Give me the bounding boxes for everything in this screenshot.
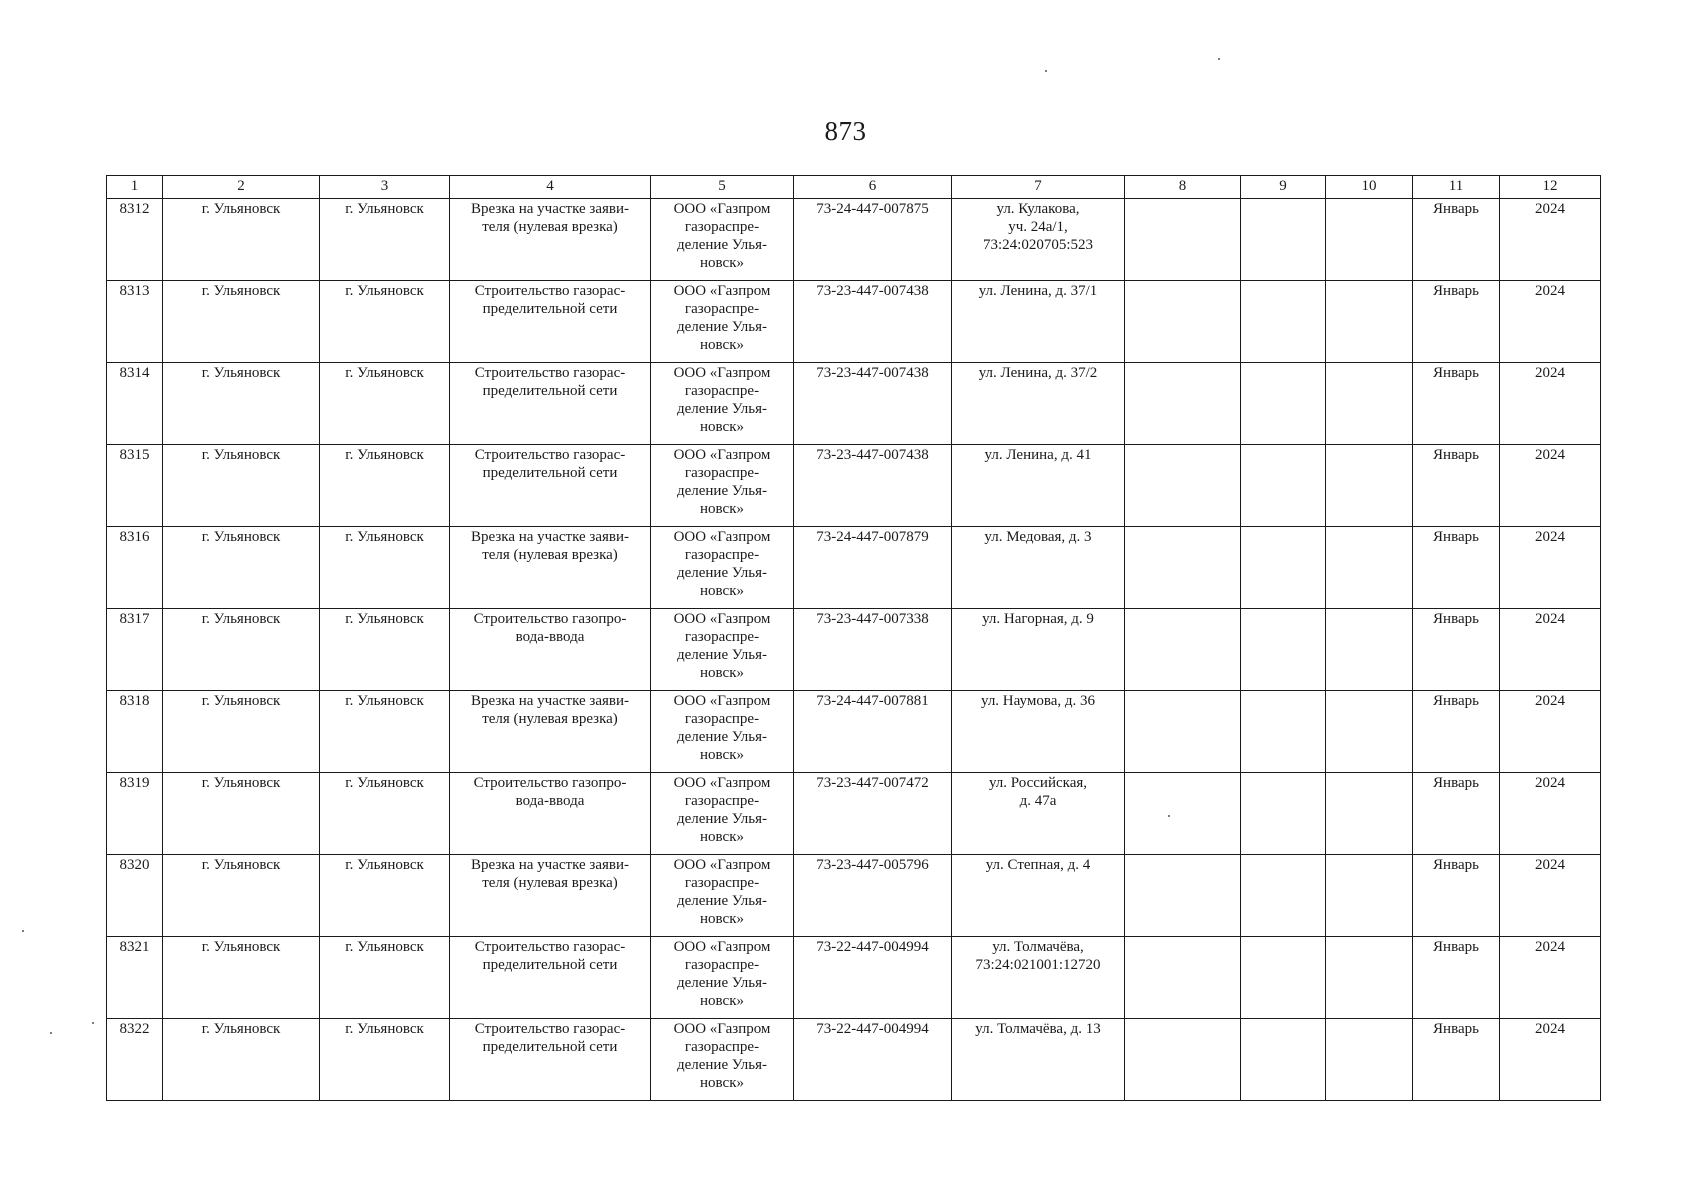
contract-number-cell: 73-23-447-007438 [794,445,952,527]
empty-cell-10 [1326,1019,1413,1101]
organization-cell: ООО «Газпром газораспре- деление Улья- новск» [651,773,794,855]
organization-cell: ООО «Газпром газораспре- деление Улья- новск» [651,937,794,1019]
settlement-cell: г. Ульяновск [320,855,450,937]
settlement-cell: г. Ульяновск [320,691,450,773]
table-row [107,609,1601,691]
organization-cell: ООО «Газпром газораспре- деление Улья- новск» [651,445,794,527]
page-number: 873 [824,116,867,146]
work-type-cell: Врезка на участке заяви- теля (нулевая врезка) [450,855,651,937]
table-row [107,937,1601,1019]
row-number-cell: 8316 [107,527,163,609]
municipality-cell: г. Ульяновск [163,363,320,445]
empty-cell-8 [1125,527,1241,609]
table-row [107,855,1601,937]
empty-cell-10 [1326,609,1413,691]
empty-cell-9 [1241,281,1326,363]
year-cell: 2024 [1500,527,1601,609]
address-cell: ул. Толмачёва, 73:24:021001:12720 [952,937,1125,1019]
organization-cell: ООО «Газпром газораспре- деление Улья- новск» [651,199,794,281]
settlement-cell: г. Ульяновск [320,937,450,1019]
table-row [107,199,1601,281]
municipality-cell: г. Ульяновск [163,199,320,281]
municipality-cell: г. Ульяновск [163,937,320,1019]
year-cell: 2024 [1500,445,1601,527]
year-cell: 2024 [1500,691,1601,773]
empty-cell-9 [1241,691,1326,773]
row-number-cell: 8319 [107,773,163,855]
municipality-cell: г. Ульяновск [163,609,320,691]
row-number-cell: 8314 [107,363,163,445]
row-number-cell: 8322 [107,1019,163,1101]
month-cell: Январь [1413,281,1500,363]
empty-cell-10 [1326,937,1413,1019]
contract-number-cell: 73-24-447-007881 [794,691,952,773]
month-cell: Январь [1413,773,1500,855]
contract-number-cell: 73-24-447-007879 [794,527,952,609]
empty-cell-8 [1125,445,1241,527]
column-header-2: 2 [163,176,320,199]
work-type-cell: Строительство газорас- пределительной сети [450,281,651,363]
column-header-4: 4 [450,176,651,199]
column-header-1: 1 [107,176,163,199]
column-header-8: 8 [1125,176,1241,199]
address-cell: ул. Степная, д. 4 [952,855,1125,937]
empty-cell-10 [1326,773,1413,855]
municipality-cell: г. Ульяновск [163,691,320,773]
contract-number-cell: 73-22-447-004994 [794,937,952,1019]
empty-cell-9 [1241,855,1326,937]
row-number-cell: 8320 [107,855,163,937]
address-cell: ул. Ленина, д. 37/1 [952,281,1125,363]
address-cell: ул. Медовая, д. 3 [952,527,1125,609]
empty-cell-8 [1125,855,1241,937]
empty-cell-8 [1125,773,1241,855]
year-cell: 2024 [1500,855,1601,937]
work-type-cell: Строительство газорас- пределительной сети [450,937,651,1019]
year-cell: 2024 [1500,281,1601,363]
empty-cell-9 [1241,363,1326,445]
empty-cell-8 [1125,609,1241,691]
work-type-cell: Строительство газорас- пределительной сети [450,1019,651,1101]
empty-cell-8 [1125,1019,1241,1101]
municipality-cell: г. Ульяновск [163,855,320,937]
empty-cell-10 [1326,691,1413,773]
row-number-cell: 8318 [107,691,163,773]
empty-cell-10 [1326,281,1413,363]
organization-cell: ООО «Газпром газораспре- деление Улья- новск» [651,527,794,609]
organization-cell: ООО «Газпром газораспре- деление Улья- новск» [651,609,794,691]
empty-cell-9 [1241,609,1326,691]
empty-cell-10 [1326,445,1413,527]
settlement-cell: г. Ульяновск [320,527,450,609]
column-header-10: 10 [1326,176,1413,199]
scan-speck [1218,58,1220,60]
address-cell: ул. Российская, д. 47а [952,773,1125,855]
empty-cell-9 [1241,773,1326,855]
work-type-cell: Строительство газопро- вода-ввода [450,773,651,855]
work-type-cell: Строительство газопро- вода-ввода [450,609,651,691]
empty-cell-9 [1241,527,1326,609]
month-cell: Январь [1413,691,1500,773]
work-type-cell: Врезка на участке заяви- теля (нулевая врезка) [450,527,651,609]
month-cell: Январь [1413,527,1500,609]
organization-cell: ООО «Газпром газораспре- деление Улья- новск» [651,691,794,773]
work-type-cell: Врезка на участке заяви- теля (нулевая врезка) [450,691,651,773]
scan-speck [92,1022,94,1024]
table-row [107,691,1601,773]
year-cell: 2024 [1500,937,1601,1019]
municipality-cell: г. Ульяновск [163,773,320,855]
organization-cell: ООО «Газпром газораспре- деление Улья- новск» [651,1019,794,1101]
empty-cell-8 [1125,937,1241,1019]
contract-number-cell: 73-23-447-007338 [794,609,952,691]
year-cell: 2024 [1500,1019,1601,1101]
column-header-3: 3 [320,176,450,199]
address-cell: ул. Ленина, д. 41 [952,445,1125,527]
row-number-cell: 8321 [107,937,163,1019]
organization-cell: ООО «Газпром газораспре- деление Улья- новск» [651,281,794,363]
settlement-cell: г. Ульяновск [320,609,450,691]
municipality-cell: г. Ульяновск [163,281,320,363]
scan-speck [50,1032,52,1034]
table-row [107,1019,1601,1101]
row-number-cell: 8315 [107,445,163,527]
table-row [107,527,1601,609]
column-header-7: 7 [952,176,1125,199]
table-row [107,445,1601,527]
scan-speck [22,930,24,932]
empty-cell-8 [1125,363,1241,445]
empty-cell-8 [1125,691,1241,773]
settlement-cell: г. Ульяновск [320,363,450,445]
empty-cell-9 [1241,445,1326,527]
row-number-cell: 8317 [107,609,163,691]
table-row [107,773,1601,855]
organization-cell: ООО «Газпром газораспре- деление Улья- новск» [651,855,794,937]
contract-number-cell: 73-23-447-007438 [794,281,952,363]
row-number-cell: 8313 [107,281,163,363]
month-cell: Январь [1413,445,1500,527]
month-cell: Январь [1413,199,1500,281]
empty-cell-8 [1125,199,1241,281]
municipality-cell: г. Ульяновск [163,527,320,609]
contract-number-cell: 73-22-447-004994 [794,1019,952,1101]
month-cell: Январь [1413,855,1500,937]
work-type-cell: Строительство газорас- пределительной сети [450,363,651,445]
column-header-11: 11 [1413,176,1500,199]
work-type-cell: Строительство газорас- пределительной сети [450,445,651,527]
column-header-6: 6 [794,176,952,199]
table-row [107,363,1601,445]
empty-cell-10 [1326,199,1413,281]
empty-cell-9 [1241,937,1326,1019]
column-header-9: 9 [1241,176,1326,199]
month-cell: Январь [1413,937,1500,1019]
year-cell: 2024 [1500,773,1601,855]
empty-cell-10 [1326,855,1413,937]
contract-number-cell: 73-24-447-007875 [794,199,952,281]
settlement-cell: г. Ульяновск [320,281,450,363]
empty-cell-8 [1125,281,1241,363]
address-cell: ул. Кулакова, уч. 24а/1, 73:24:020705:523 [952,199,1125,281]
row-number-cell: 8312 [107,199,163,281]
settlement-cell: г. Ульяновск [320,1019,450,1101]
settlement-cell: г. Ульяновск [320,445,450,527]
contract-number-cell: 73-23-447-007438 [794,363,952,445]
register-table [106,175,1601,1101]
address-cell: ул. Наумова, д. 36 [952,691,1125,773]
address-cell: ул. Толмачёва, д. 13 [952,1019,1125,1101]
column-header-5: 5 [651,176,794,199]
municipality-cell: г. Ульяновск [163,445,320,527]
empty-cell-9 [1241,199,1326,281]
table-row [107,281,1601,363]
month-cell: Январь [1413,609,1500,691]
month-cell: Январь [1413,1019,1500,1101]
work-type-cell: Врезка на участке заяви- теля (нулевая врезка) [450,199,651,281]
settlement-cell: г. Ульяновск [320,199,450,281]
month-cell: Январь [1413,363,1500,445]
address-cell: ул. Нагорная, д. 9 [952,609,1125,691]
organization-cell: ООО «Газпром газораспре- деление Улья- новск» [651,363,794,445]
municipality-cell: г. Ульяновск [163,1019,320,1101]
address-cell: ул. Ленина, д. 37/2 [952,363,1125,445]
column-header-12: 12 [1500,176,1601,199]
empty-cell-10 [1326,363,1413,445]
empty-cell-10 [1326,527,1413,609]
header-row [107,176,1601,199]
year-cell: 2024 [1500,199,1601,281]
settlement-cell: г. Ульяновск [320,773,450,855]
scan-speck [1045,70,1047,72]
year-cell: 2024 [1500,363,1601,445]
year-cell: 2024 [1500,609,1601,691]
contract-number-cell: 73-23-447-005796 [794,855,952,937]
empty-cell-9 [1241,1019,1326,1101]
contract-number-cell: 73-23-447-007472 [794,773,952,855]
